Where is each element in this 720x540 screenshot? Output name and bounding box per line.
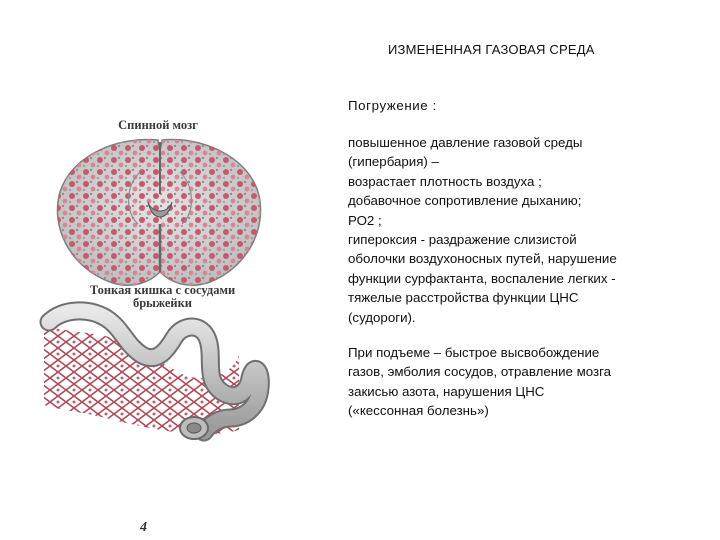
text-line: При подъеме – быстрое высвобождение bbox=[348, 345, 600, 360]
intestine-label-line2: брыжейки bbox=[132, 296, 192, 310]
text-line: закисью азота, нарушения ЦНС bbox=[348, 383, 545, 399]
spinal-cord-section bbox=[40, 132, 280, 292]
section-heading bbox=[348, 96, 688, 115]
text-line: тяжелые расстройства функции ЦНС bbox=[348, 290, 579, 306]
text-line: возрастает плотность воздуха ; bbox=[348, 173, 542, 189]
spinal-cord-label: Спинной мозг bbox=[118, 118, 198, 132]
intestine-label-line1: Тонкая кишка с сосудами bbox=[89, 283, 236, 297]
immersion-effects-paragraph bbox=[348, 133, 688, 327]
intestine-illustration bbox=[34, 300, 274, 450]
figure-number: 4 bbox=[140, 520, 147, 535]
slide-title: ИЗМЕНЕННАЯ ГАЗОВАЯ СРЕДА bbox=[388, 42, 595, 57]
text-line: добавочное сопротивление дыханию; bbox=[348, 193, 582, 209]
text-line: (гипербария) – bbox=[348, 154, 439, 170]
text-line: повышенное давление газовой среды bbox=[348, 135, 583, 150]
text-line: РО2 ; bbox=[348, 212, 382, 228]
ascent-effects-paragraph bbox=[348, 343, 688, 421]
text-line: («кессонная болезнь») bbox=[348, 403, 489, 419]
text-line: оболочки воздухоносных путей, нарушение bbox=[348, 251, 617, 267]
text-line: газов, эмболия сосудов, отравление мозга bbox=[348, 364, 612, 380]
text-line: (судороги). bbox=[348, 309, 416, 325]
heading-text: Погружение : bbox=[348, 98, 437, 113]
spinal-cord-illustration bbox=[40, 132, 280, 292]
text-line: функции сурфактанта, воспаление легких - bbox=[348, 270, 616, 286]
text-line: гипероксия - раздражение слизистой bbox=[348, 232, 577, 248]
